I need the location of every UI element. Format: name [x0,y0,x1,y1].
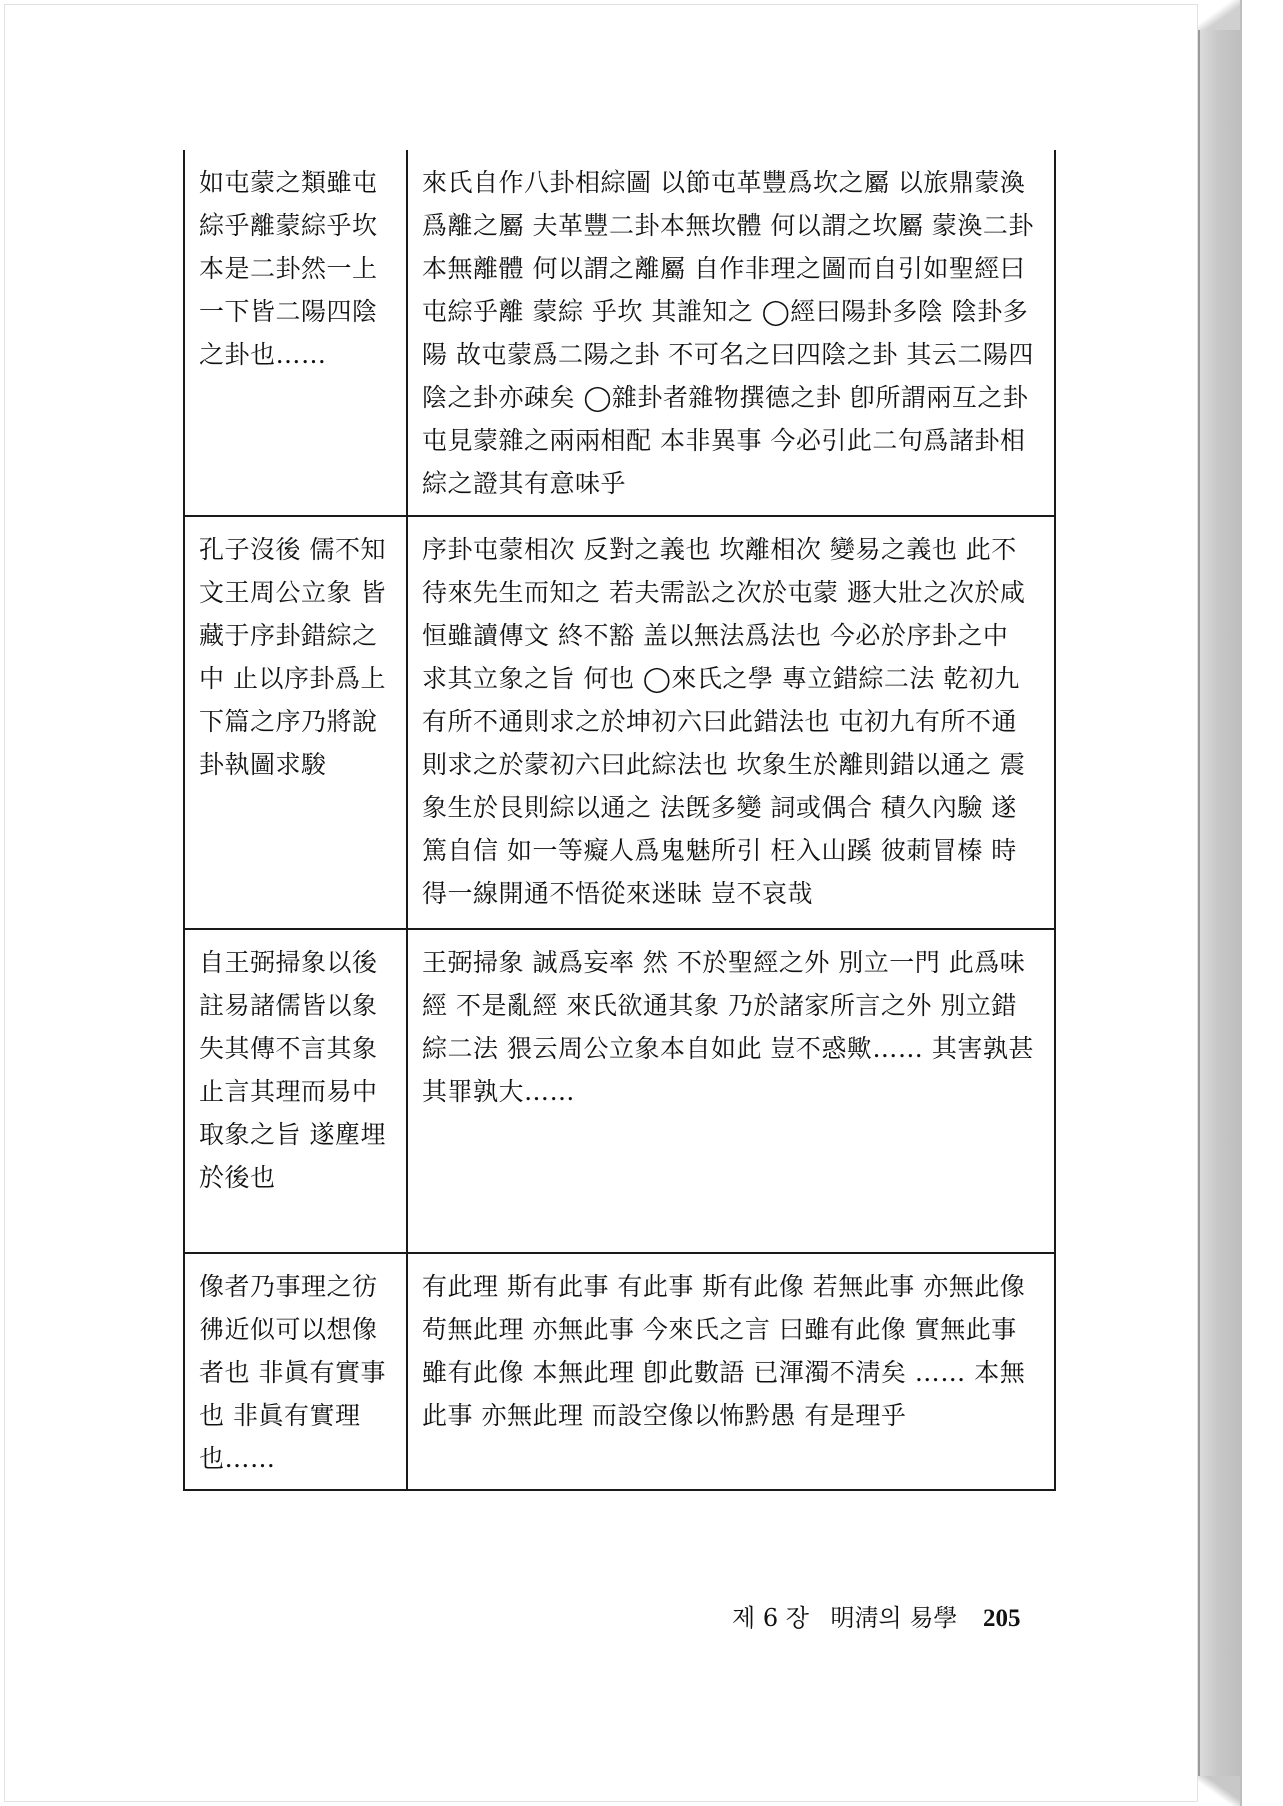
quote-cell: 自王弼掃象以後 註易諸儒皆以象失其傳不言其象 止言其理而易中取象之旨 遂塵埋於後也 [184,929,407,1253]
chapter-label: 제 6 장 [732,1604,809,1632]
page-edge-shadow [1198,0,1242,1806]
page-corner-bottom [1198,1776,1240,1806]
quote-cell: 孔子沒後 儒不知文王周公立象 皆藏于序卦錯綜之中 止以序卦爲上下篇之序乃將說卦執圖求駿 [184,516,407,929]
quote-cell: 如屯蒙之類雖屯綜乎離蒙綜乎坎 本是二卦然一上一下皆二陽四陰之卦也…… [184,150,407,516]
table-row [184,516,1055,929]
critique-cell: 序卦屯蒙相次 反對之義也 坎離相次 變易之義也 此不待來先生而知之 若夫需訟之次於屯蒙 遯大壯之次於咸恒雖讀傳文 終不豁 盖以無法爲法也 今必於序卦之中 求其立象之旨 何也 ◯來氏之學 專立錯綜二法 乾初九有所不通則求之於坤初六曰此錯法也 屯初九有所不通則求之於蒙初六曰此綜法也 坎象生於離則錯以通之 震象生於艮則綜以通之 法旣多變 詞或偶合 積久內驗 遂篤自信 如一等癡人爲鬼魅所引 枉入山蹊 彼莿冒榛 時 得一線開通不悟從來迷昧 豈不哀哉 [407,516,1055,929]
critique-cell: 王弼掃象 誠爲妄率 然 不於聖經之外 別立一門 此爲味經 不是亂經 來氏欲通其象 乃於諸家所言之外 別立錯綜二法 猥云周公立象本自如此 豈不惑歟…… 其害孰甚 其罪孰大…… [407,929,1055,1253]
chapter-title: 明淸의 易學 [830,1604,958,1632]
critique-cell: 來氏自作八卦相綜圖 以節屯革豐爲坎之屬 以旅鼎蒙渙爲離之屬 夫革豐二卦本無坎體 何以謂之坎屬 蒙渙二卦本無離體 何以謂之離屬 自作非理之圖而自引如聖經曰屯綜乎離 蒙綜 乎坎 其誰知之 ◯經曰陽卦多陰 陰卦多陽 故屯蒙爲二陽之卦 不可名之曰四陰之卦 其云二陽四陰之卦亦疎矣 ◯雜卦者雜物撰德之卦 卽所謂兩互之卦 屯見蒙雜之兩兩相配 本非異事 今必引此二句爲諸卦相綜之證其有意味乎 [407,150,1055,516]
table-row [184,150,1055,516]
page-corner-top [1198,0,1240,30]
critique-cell: 有此理 斯有此事 有此事 斯有此像 若無此事 亦無此像苟無此理 亦無此事 今來氏之言 曰雖有此像 實無此事雖有此像 本無此理 卽此數語 已渾濁不淸矣 …… 本無此事 亦無此理 而設空像以怖黔愚 有是理乎 [407,1253,1055,1490]
table-row [184,929,1055,1253]
table-row [184,1253,1055,1490]
page-footer [732,1598,1021,1633]
commentary-table [183,150,1056,1491]
page-number: 205 [983,1605,1021,1632]
quote-cell: 像者乃事理之彷彿近似可以想像者也 非眞有實事也 非眞有實理也…… [184,1253,407,1490]
